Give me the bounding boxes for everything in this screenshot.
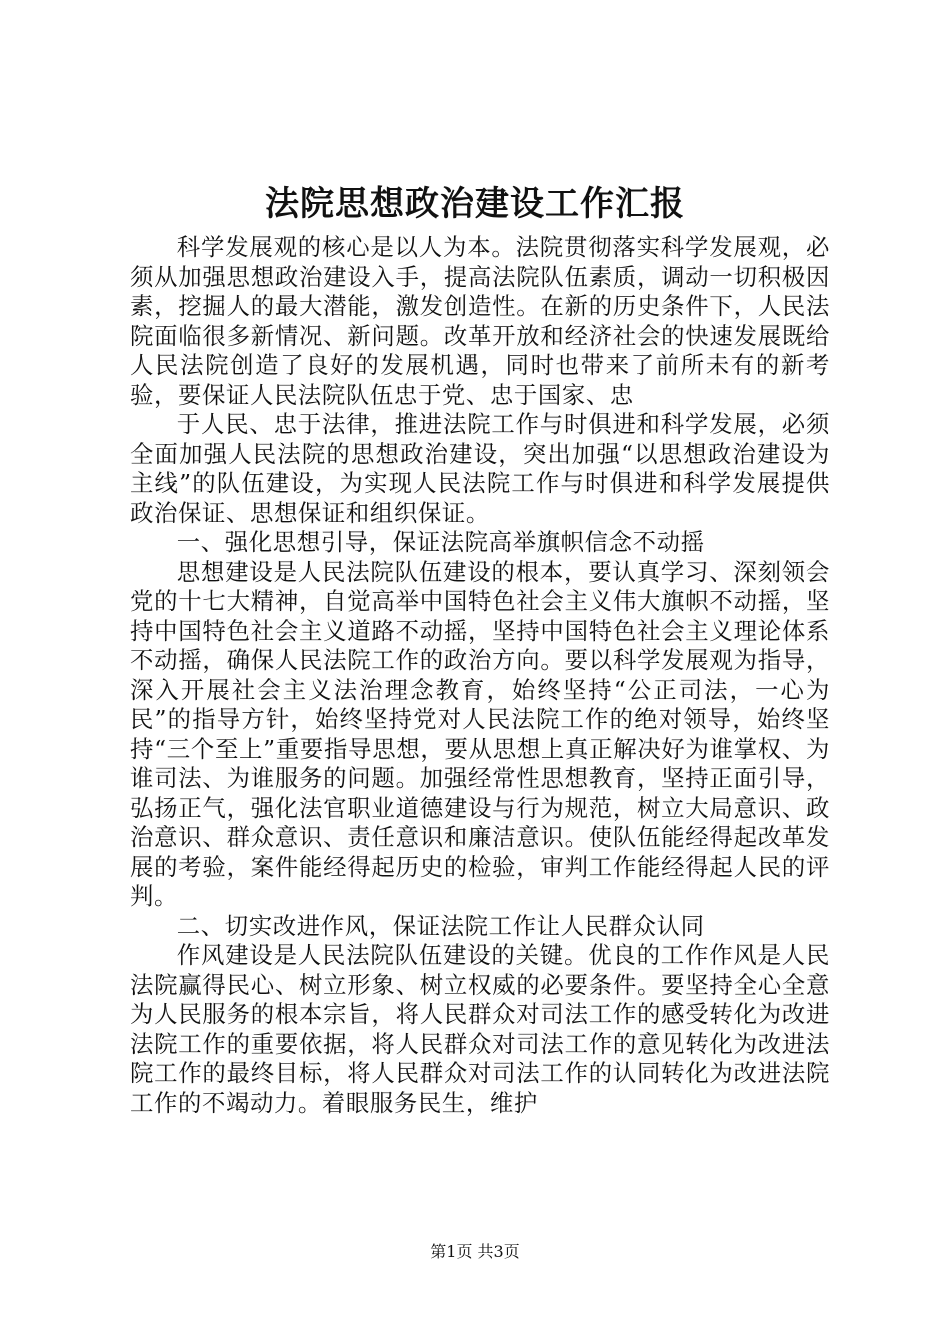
page-number-footer: 第1页 共3页 [430, 1242, 520, 1261]
document-title: 法院思想政治建设工作汇报 [265, 184, 685, 224]
section-heading-1: 一、强化思想引导，保证法院高举旗帜信念不动摇 [176, 528, 705, 556]
paragraph-continuation: 于人民、忠于法律，推进法院工作与时俱进和科学发展，必须全面加强人民法院的思想政治建设，突出加强“以思想政治建设为主线”的队伍建设，为实现人民法院工作与时俱进和科学发展提供政治保证、思想保证和组织保证。 [130, 410, 830, 527]
paragraph-intro: 科学发展观的核心是以人为本。法院贯彻落实科学发展观，必须从加强思想政治建设入手，提高法院队伍素质，调动一切积极因素，挖掘人的最大潜能，激发创造性。在新的历史条件下，人民法院面临很多新情况、新问题。改革开放和经济社会的快速发展既给人民法院创造了良好的发展机遇，同时也带来了前所未有的新考验，要保证人民法院队伍忠于党、忠于国家、忠 [130, 233, 830, 409]
section-heading-2: 二、切实改进作风，保证法院工作让人民群众认同 [176, 911, 705, 940]
document-body [130, 233, 830, 1118]
paragraph-section-1: 思想建设是人民法院队伍建设的根本，要认真学习、深刻领会党的十七大精神，自觉高举中国特色社会主义伟大旗帜不动摇，坚持中国特色社会主义道路不动摇，坚持中国特色社会主义理论体系不动摇，确保人民法院工作的政治方向。要以科学发展观为指导，深入开展社会主义法治理念教育，始终坚持“公正司法，一心为民”的指导方针，始终坚持党对人民法院工作的绝对领导，始终坚持“三个至上”重要指导思想，要从思想上真正解决好为谁掌权、为谁司法、为谁服务的问题。加强经常性思想教育，坚持正面引导，弘扬正气，强化法官职业道德建设与行为规范，树立大局意识、政治意识、群众意识、责任意识和廉洁意识。使队伍能经得起改革发展的考验，案件能经得起历史的检验，审判工作能经得起人民的评判。 [130, 557, 830, 910]
paragraph-section-2: 作风建设是人民法院队伍建设的关键。优良的工作作风是人民法院赢得民心、树立形象、树立权威的必要条件。要坚持全心全意为人民服务的根本宗旨，将人民群众对司法工作的感受转化为改进法院工作的重要依据，将人民群众对司法工作的意见转化为改进法院工作的最终目标，将人民群众对司法工作的认同转化为改进法院工作的不竭动力。着眼服务民生，维护 [130, 941, 830, 1117]
